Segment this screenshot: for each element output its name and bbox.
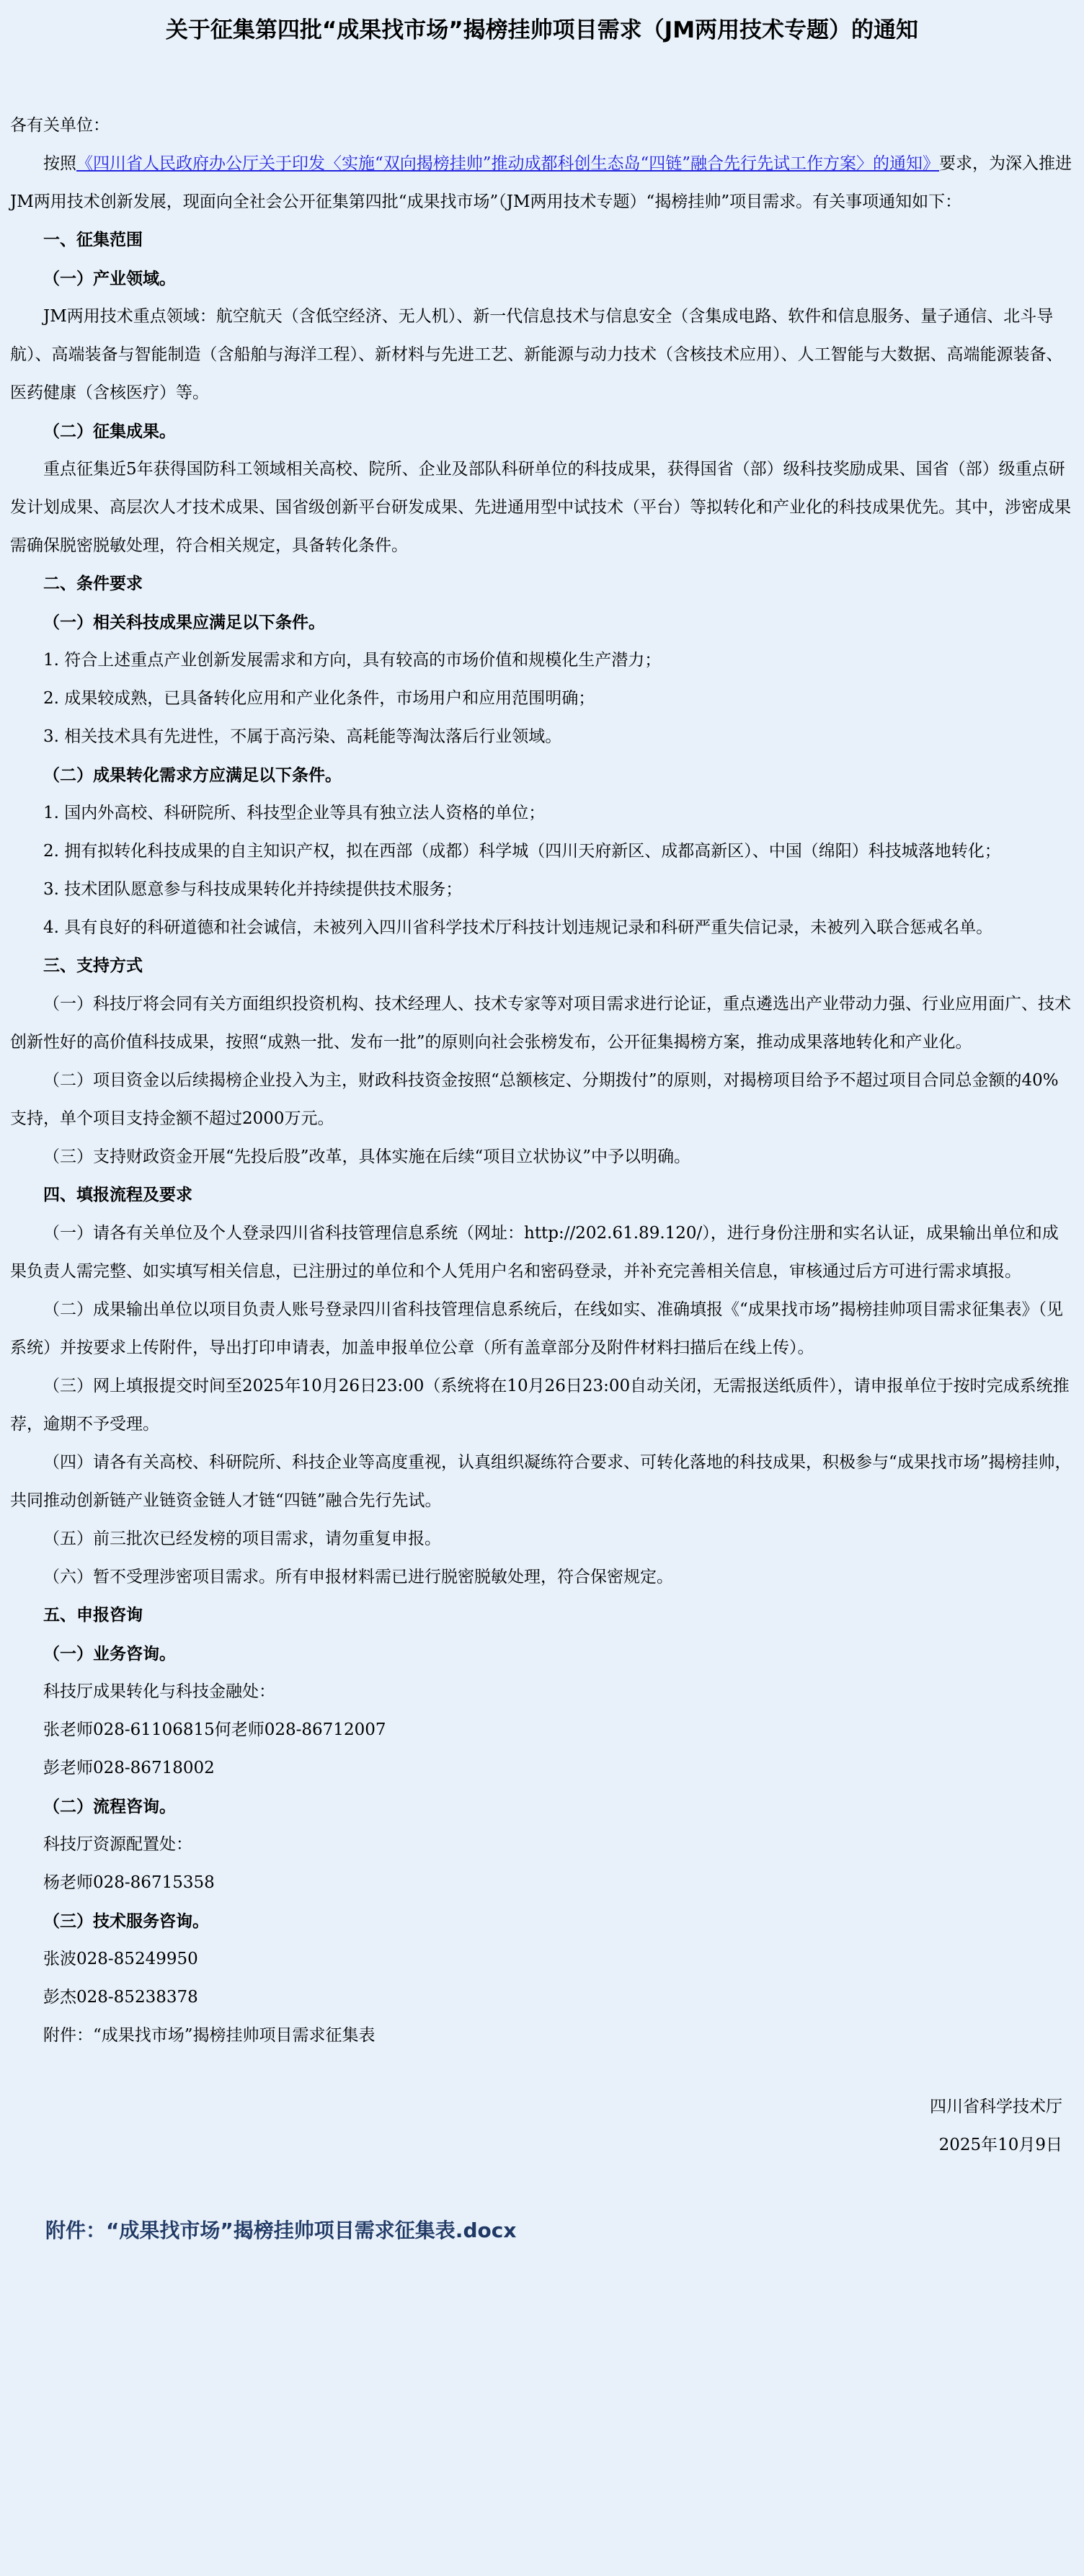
paragraph: 1. 国内外高校、科研院所、科技型企业等具有独立法人资格的单位； bbox=[43, 804, 546, 822]
signature-block bbox=[10, 2088, 1074, 2164]
document-body bbox=[10, 107, 1074, 2055]
paragraph: （一）科技厅将会同有关方面组织投资机构、技术经理人、技术专家等对项目需求进行论证，重点遴选出产业带动力强、行业应用面广、技术创新性好的高价值科技成果，按照“成熟一批、发布一批”的原则向社会张榜发布，公开征集揭榜方案，推动成果落地转化和产业化。 bbox=[10, 995, 1071, 1052]
paragraph: （三）网上填报提交时间至2025年10月26日23:00（系统将在10月26日23:00自动关闭，无需报送纸质件），请申报单位于按时完成系统推荐，逾期不予受理。 bbox=[10, 1377, 1070, 1434]
attachment-download-link[interactable]: 附件：“成果找市场”揭榜挂帅项目需求征集表.docx bbox=[45, 2219, 517, 2242]
paragraph: 张老师028-61106815何老师028-86712007 bbox=[43, 1720, 386, 1739]
paragraph: JM两用技术重点领域：航空航天（含低空经济、无人机）、新一代信息技术与信息安全（含集成电路、软件和信息服务、量子通信、北斗导航）、高端装备与智能制造（含船舶与海洋工程）、新材料与先进工艺、新能源与动力技术（含核技术应用）、人工智能与大数据、高端能源装备、医药健康（含核医疗）等。 bbox=[10, 307, 1063, 402]
subsection-heading: （一）产业领域。 bbox=[43, 269, 176, 288]
paragraph: （二）成果输出单位以项目负责人账号登录四川省科技管理信息系统后，在线如实、准确填报《“成果找市场”揭榜挂帅项目需求征集表》（见系统）并按要求上传附件，导出打印申请表，加盖申报单位公章（所有盖章部分及附件材料扫描后在线上传）。 bbox=[10, 1300, 1064, 1357]
paragraph: 2. 拥有拟转化科技成果的自主知识产权，拟在西部（成都）科学城（四川天府新区、成都高新区）、中国（绵阳）科技城落地转化； bbox=[43, 842, 1001, 861]
subsection-heading: （二）征集成果。 bbox=[43, 422, 176, 441]
section-heading: 一、征集范围 bbox=[43, 231, 143, 249]
section-heading: 二、条件要求 bbox=[43, 574, 143, 593]
page-title: 关于征集第四批“成果找市场”揭榜挂帅项目需求（JM两用技术专题）的通知 bbox=[165, 17, 919, 43]
paragraph: （六）暂不受理涉密项目需求。所有申报材料需已进行脱密脱敏处理，符合保密规定。 bbox=[43, 1568, 673, 1586]
policy-document-link[interactable]: 《四川省人民政府办公厅关于印发〈实施“双向揭榜挂帅”推动成都科创生态岛“四链”融合先行先试工作方案〉的通知》 bbox=[76, 154, 940, 173]
section-heading: 三、支持方式 bbox=[43, 956, 143, 975]
attachment-note: 附件：“成果找市场”揭榜挂帅项目需求征集表 bbox=[43, 2026, 376, 2045]
paragraph: 3. 技术团队愿意参与科技成果转化并持续提供技术服务； bbox=[43, 880, 463, 899]
paragraph: 彭老师028-86718002 bbox=[43, 1759, 215, 1777]
paragraph: 张波028-85249950 bbox=[43, 1950, 198, 1968]
issuer-name: 四川省科学技术厅 bbox=[930, 2097, 1062, 2116]
paragraph: （五）前三批次已经发榜的项目需求，请勿重复申报。 bbox=[43, 1529, 441, 1548]
document-blocks bbox=[10, 221, 1074, 2055]
salutation: 各有关单位： bbox=[10, 116, 110, 135]
paragraph: 4. 具有良好的科研道德和社会诚信，未被列入四川省科学技术厅科技计划违规记录和科研严重失信记录，未被列入联合惩戒名单。 bbox=[43, 918, 993, 937]
subsection-heading: （一）相关科技成果应满足以下条件。 bbox=[43, 613, 325, 632]
subsection-heading: （三）技术服务咨询。 bbox=[43, 1911, 209, 1931]
subsection-heading: （二）流程咨询。 bbox=[43, 1797, 176, 1816]
paragraph: 2. 成果较成熟，已具备转化应用和产业化条件，市场用户和应用范围明确； bbox=[43, 689, 595, 708]
paragraph: （二）项目资金以后续揭榜企业投入为主，财政科技资金按照“总额核定、分期拨付”的原则，对揭榜项目给予不超过项目合同总金额的40%支持，单个项目支持金额不超过2000万元。 bbox=[10, 1071, 1059, 1128]
paragraph: 科技厅成果转化与科技金融处： bbox=[43, 1682, 275, 1701]
section-heading: 五、申报咨询 bbox=[43, 1606, 143, 1625]
subsection-heading: （一）业务咨询。 bbox=[43, 1644, 176, 1664]
paragraph: 彭杰028-85238378 bbox=[43, 1988, 198, 2007]
paragraph: （四）请各有关高校、科研院所、科技企业等高度重视，认真组织凝练符合要求、可转化落地的科技成果，积极参与“成果找市场”揭榜挂帅，共同推动创新链产业链资金链人才链“四链”融合先行先试。 bbox=[10, 1453, 1072, 1510]
paragraph: （三）支持财政资金开展“先投后股”改革，具体实施在后续“项目立状协议”中予以明确。 bbox=[43, 1147, 691, 1166]
paragraph: 3. 相关技术具有先进性，不属于高污染、高耗能等淘汰落后行业领域。 bbox=[43, 727, 562, 746]
intro-paragraph bbox=[10, 145, 1074, 221]
paragraph: 重点征集近5年获得国防科工领域相关高校、院所、企业及部队科研单位的科技成果，获得国省（部）级科技奖励成果、国省（部）级重点研发计划成果、高层次人才技术成果、国省级创新平台研发成果、先进通用型中试技术（平台）等拟转化和产业化的科技成果优先。其中，涉密成果需确保脱密脱敏处理，符合相关规定，具备转化条件。 bbox=[10, 460, 1071, 555]
paragraph: 科技厅资源配置处： bbox=[43, 1835, 192, 1854]
intro-text-before-link: 按照 bbox=[43, 154, 76, 173]
issue-date: 2025年10月9日 bbox=[938, 2136, 1062, 2154]
subsection-heading: （二）成果转化需求方应满足以下条件。 bbox=[43, 765, 342, 785]
intro-text-after-link: 要求，为深入推进JM两用技术创新发展，现面向全社会公开征集第四批“成果找市场”（JM两用技术专题）“揭榜挂帅”项目需求。有关事项通知如下： bbox=[10, 154, 1072, 211]
paragraph: 杨老师028-86715358 bbox=[43, 1873, 215, 1892]
section-heading: 四、填报流程及要求 bbox=[43, 1186, 192, 1204]
paragraph: 1. 符合上述重点产业创新发展需求和方向，具有较高的市场价值和规模化生产潜力； bbox=[43, 651, 662, 670]
paragraph: （一）请各有关单位及个人登录四川省科技管理信息系统（网址：http://202.61.89.120/），进行身份注册和实名认证，成果输出单位和成果负责人需完整、如实填写相关信息，已注册过的单位和个人凭用户名和密码登录，并补充完善相关信息，审核通过后方可进行需求填报。 bbox=[10, 1224, 1059, 1281]
